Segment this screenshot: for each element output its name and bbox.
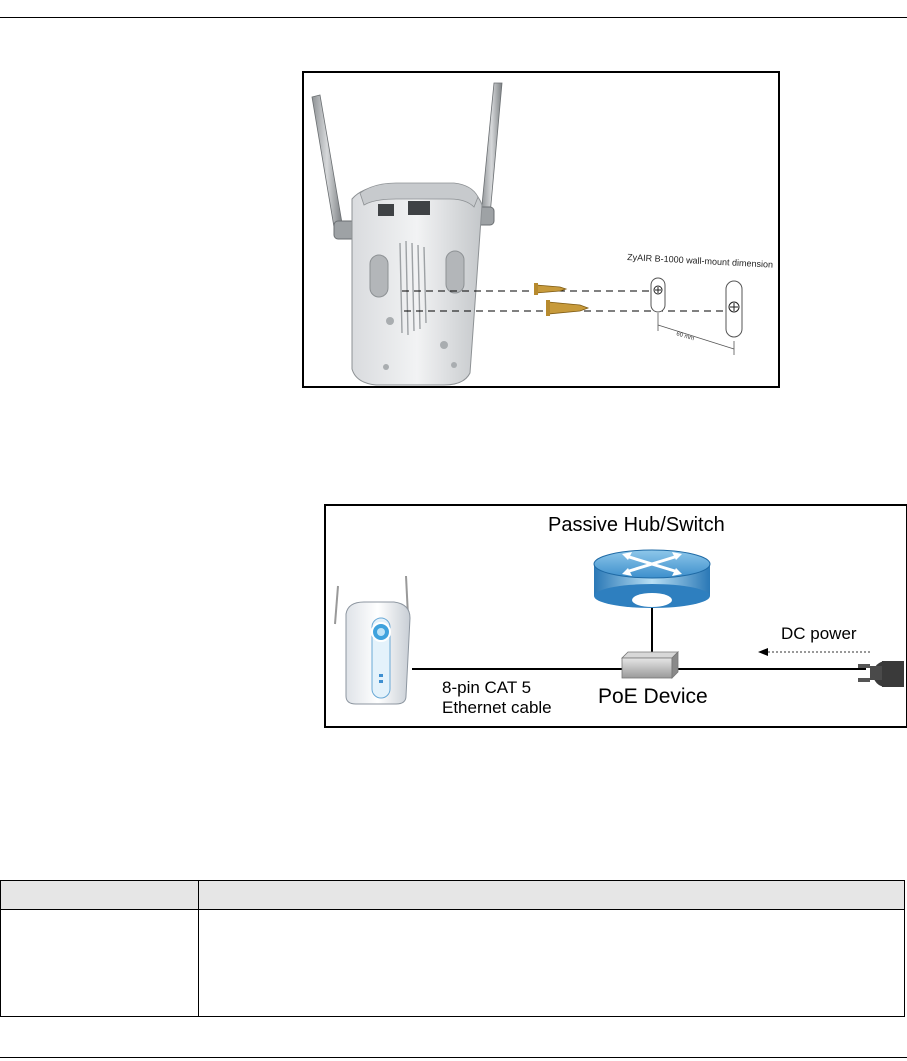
dimension-label: 60 mm	[675, 331, 695, 343]
cable-label	[442, 678, 552, 718]
access-point-icon	[335, 576, 410, 704]
poe-diagram-figure	[324, 504, 907, 728]
footer-rule	[0, 1057, 907, 1058]
table-cell	[199, 910, 905, 1017]
hub-switch-label: Passive Hub/Switch	[548, 514, 725, 536]
spec-table	[0, 880, 905, 1017]
screw-upper-icon	[534, 283, 566, 295]
table-row	[1, 910, 905, 1017]
cable-label-line1: 8-pin CAT 5	[442, 678, 532, 697]
wall-anchor-left-icon	[651, 278, 665, 312]
device-back-icon	[352, 183, 482, 385]
table-header-cell	[199, 881, 905, 910]
header-rule	[0, 17, 907, 18]
wall-mount-illustration	[304, 73, 778, 386]
antenna-left-icon	[312, 95, 358, 239]
dc-power-label: DC power	[781, 624, 857, 643]
table-cell	[1, 910, 199, 1017]
screw-lower-icon	[546, 300, 588, 316]
dimension-lines	[658, 313, 734, 355]
power-plug-icon	[858, 661, 904, 687]
wall-anchor-right-icon	[726, 281, 742, 337]
hub-switch-icon	[594, 550, 710, 608]
poe-device-label: PoE Device	[598, 685, 708, 708]
wall-mount-caption: ZyAIR B-1000 wall-mount dimension	[626, 252, 774, 270]
table-header-cell	[1, 881, 199, 910]
wall-mount-figure	[302, 71, 780, 388]
cable-label-line2: Ethernet cable	[442, 698, 552, 717]
poe-device-icon	[622, 652, 678, 678]
dc-power-arrow-icon	[758, 648, 768, 656]
table-header-row	[1, 881, 905, 910]
